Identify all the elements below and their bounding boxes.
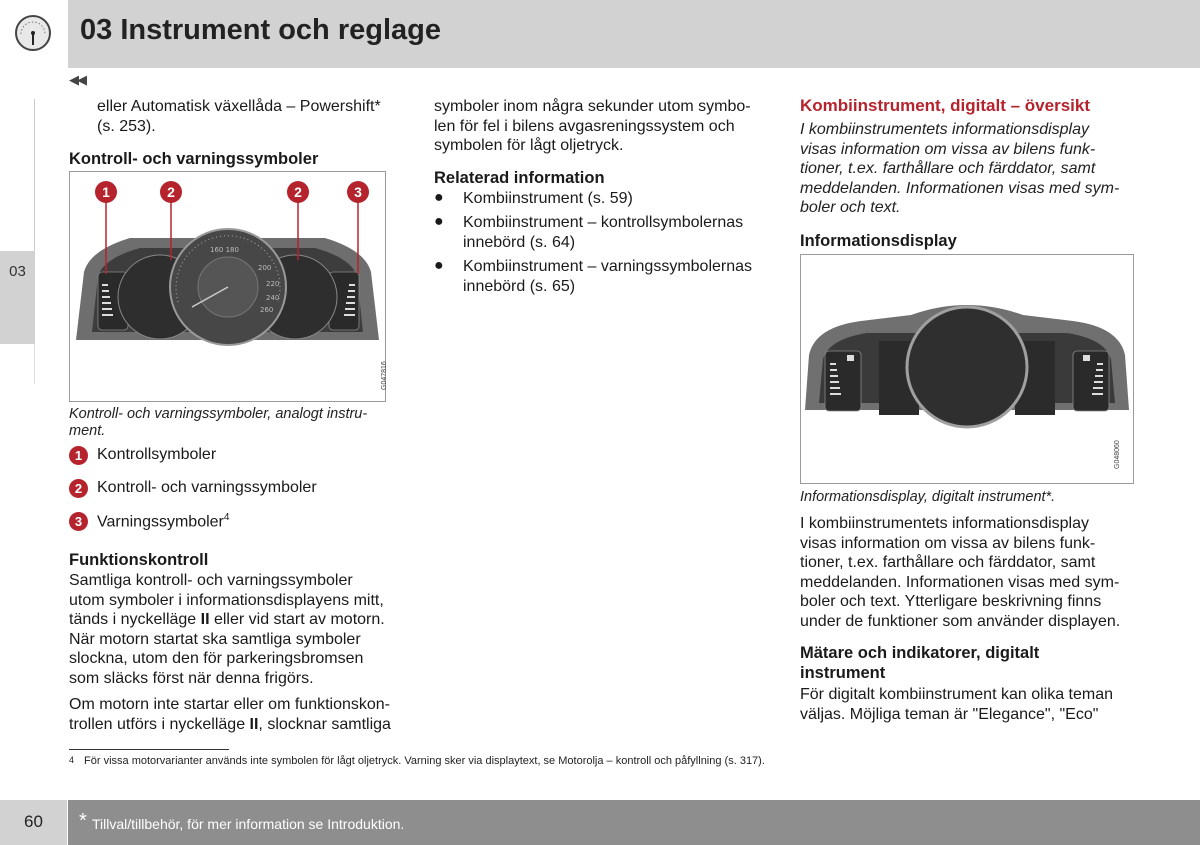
- page-number: 60: [24, 812, 43, 831]
- heading-function-check: Funktionskontroll: [69, 551, 209, 569]
- text-line: under de funktioner som använder displayen.: [800, 612, 1121, 630]
- text-line: meddelanden. Informationen visas med sym-: [800, 179, 1120, 197]
- analog-cluster-illustration: [70, 172, 388, 401]
- text-line: eller Automatisk växellåda – Powershift*: [97, 98, 381, 115]
- intro-paragraph: [97, 97, 381, 136]
- heading-line: instrument: [800, 664, 886, 682]
- caption-line: ment.: [69, 423, 106, 439]
- svg-text:200: 200: [258, 264, 272, 272]
- svg-text:240: 240: [266, 294, 280, 302]
- text-line: I kombiinstrumentets informationsdisplay: [800, 121, 1090, 138]
- text-line: väljas. Möjliga teman är "Elegance", "Eco": [800, 705, 1099, 723]
- display-paragraph: [800, 514, 1120, 631]
- figure-caption: [69, 406, 389, 440]
- text-line: boler och text. Ytterligare beskrivning finns: [800, 593, 1102, 610]
- text-line: innebörd (s. 65): [463, 277, 576, 295]
- engine-paragraph: [69, 695, 391, 734]
- footnote: [69, 755, 765, 767]
- side-divider-lower: [34, 344, 35, 384]
- legend-text: Kontroll- och varningssymboler: [97, 479, 317, 496]
- text-line: För digitalt kombiinstrument kan olika teman: [800, 686, 1114, 703]
- text-line: Kombiinstrument – kontrollsymbolernas: [463, 214, 744, 231]
- text-line: Kombiinstrument – varningssymbolernas: [463, 258, 753, 275]
- text-line: trollen utförs i nyckelläge II, slocknar samtliga: [69, 715, 391, 733]
- legend-badge: 1: [69, 446, 88, 465]
- legend-badge: 3: [69, 512, 88, 531]
- text-line: innebörd (s. 64): [463, 233, 576, 251]
- text-line: symbolen för lågt oljetryck.: [434, 137, 624, 154]
- bullet-icon: ●: [434, 189, 444, 206]
- footer-star: *: [79, 810, 87, 832]
- figure-id: G047816: [381, 361, 388, 390]
- heading-related: Relaterad information: [434, 169, 605, 187]
- function-paragraph: [69, 571, 385, 688]
- intro-italic-paragraph: [800, 120, 1119, 218]
- text-line: Samtliga kontroll- och varningssymboler: [69, 572, 353, 589]
- legend-item: [97, 512, 229, 531]
- bullet-icon: ●: [434, 213, 444, 230]
- text-line: len för fel i bilens avgasreningssystem och: [434, 117, 735, 135]
- related-link[interactable]: [463, 213, 743, 252]
- legend-text: Varningssymboler: [97, 513, 224, 531]
- text-line: visas information om vissa av bilens funk-: [800, 534, 1096, 552]
- callout-3: 3: [354, 184, 362, 200]
- callout-2: 2: [294, 184, 302, 200]
- heading-gauges: [800, 643, 1039, 683]
- text-line: visas information om vissa av bilens funk-: [800, 140, 1096, 158]
- heading-line: Mätare och indikatorer, digitalt: [800, 644, 1040, 662]
- continued-paragraph: [434, 97, 751, 156]
- text-line: Om motorn inte startar eller om funktionskon-: [69, 696, 391, 713]
- text-line: slockna, utom den för parkeringsbromsen: [69, 650, 364, 667]
- related-link[interactable]: [463, 257, 752, 296]
- text-line: utom symboler i informationsdisplayens mitt,: [69, 591, 384, 609]
- footnote-rule: [69, 749, 229, 750]
- legend-text: Kontrollsymboler: [97, 446, 217, 463]
- text-line: I kombiinstrumentets informationsdisplay: [800, 515, 1090, 532]
- footnote-text: För vissa motorvarianter används inte symbolen för lågt oljetryck. Varning sker via displaytext, se Motorolja – kontroll och påfyllning (s. 317).: [84, 755, 765, 767]
- text-line: meddelanden. Informationen visas med sym-: [800, 573, 1120, 591]
- text-line: boler och text.: [800, 199, 901, 216]
- text-line: tioner, t.ex. farthållare och färddator, samt: [800, 160, 1096, 177]
- text-line: som släcks först när denna frigörs.: [69, 669, 314, 687]
- figure-caption: Informationsdisplay, digitalt instrument*.: [800, 489, 1056, 505]
- side-divider: [34, 99, 35, 251]
- heading-info-display: Informationsdisplay: [800, 232, 957, 250]
- text-line: Kombiinstrument (s. 59): [463, 190, 633, 207]
- legend-badge: 2: [69, 479, 88, 498]
- text-line: (s. 253).: [97, 117, 156, 135]
- callout-2: 2: [167, 184, 175, 200]
- gauges-paragraph: [800, 685, 1113, 724]
- analog-instrument-figure: [69, 171, 386, 402]
- text-line: tioner, t.ex. farthållare och färddator, samt: [800, 554, 1096, 571]
- chapter-tab-label: 03: [9, 263, 26, 280]
- callout-1: 1: [102, 184, 110, 200]
- speedometer-icon: [14, 14, 52, 52]
- caption-line: Kontroll- och varningssymboler, analogt instru-: [69, 406, 368, 422]
- heading-symbols: Kontroll- och varningssymboler: [69, 150, 319, 168]
- footnote-number: 4: [69, 755, 75, 765]
- related-link[interactable]: [463, 189, 633, 209]
- bullet-icon: ●: [434, 257, 444, 274]
- digital-cluster-illustration: [801, 255, 1133, 483]
- text-line: När motorn startat ska samtliga symboler: [69, 630, 361, 648]
- figure-id: G048060: [1114, 440, 1121, 469]
- svg-text:160 180: 160 180: [210, 246, 239, 254]
- text-line: symboler inom några sekunder utom symbo-: [434, 98, 751, 115]
- page-title: 03 Instrument och reglage: [80, 14, 441, 46]
- svg-text:220: 220: [266, 280, 280, 288]
- double-chevron-left-icon[interactable]: ◀◀: [69, 72, 85, 87]
- digital-instrument-figure: [800, 254, 1134, 484]
- text-line: tänds i nyckelläge II eller vid start av motorn.: [69, 611, 385, 628]
- footer-note: Tillval/tillbehör, för mer information se Introduktion.: [92, 816, 405, 832]
- footnote-ref[interactable]: 4: [223, 512, 230, 523]
- heading-digital-overview: Kombiinstrument, digitalt – översikt: [800, 96, 1090, 115]
- svg-text:260: 260: [260, 306, 274, 314]
